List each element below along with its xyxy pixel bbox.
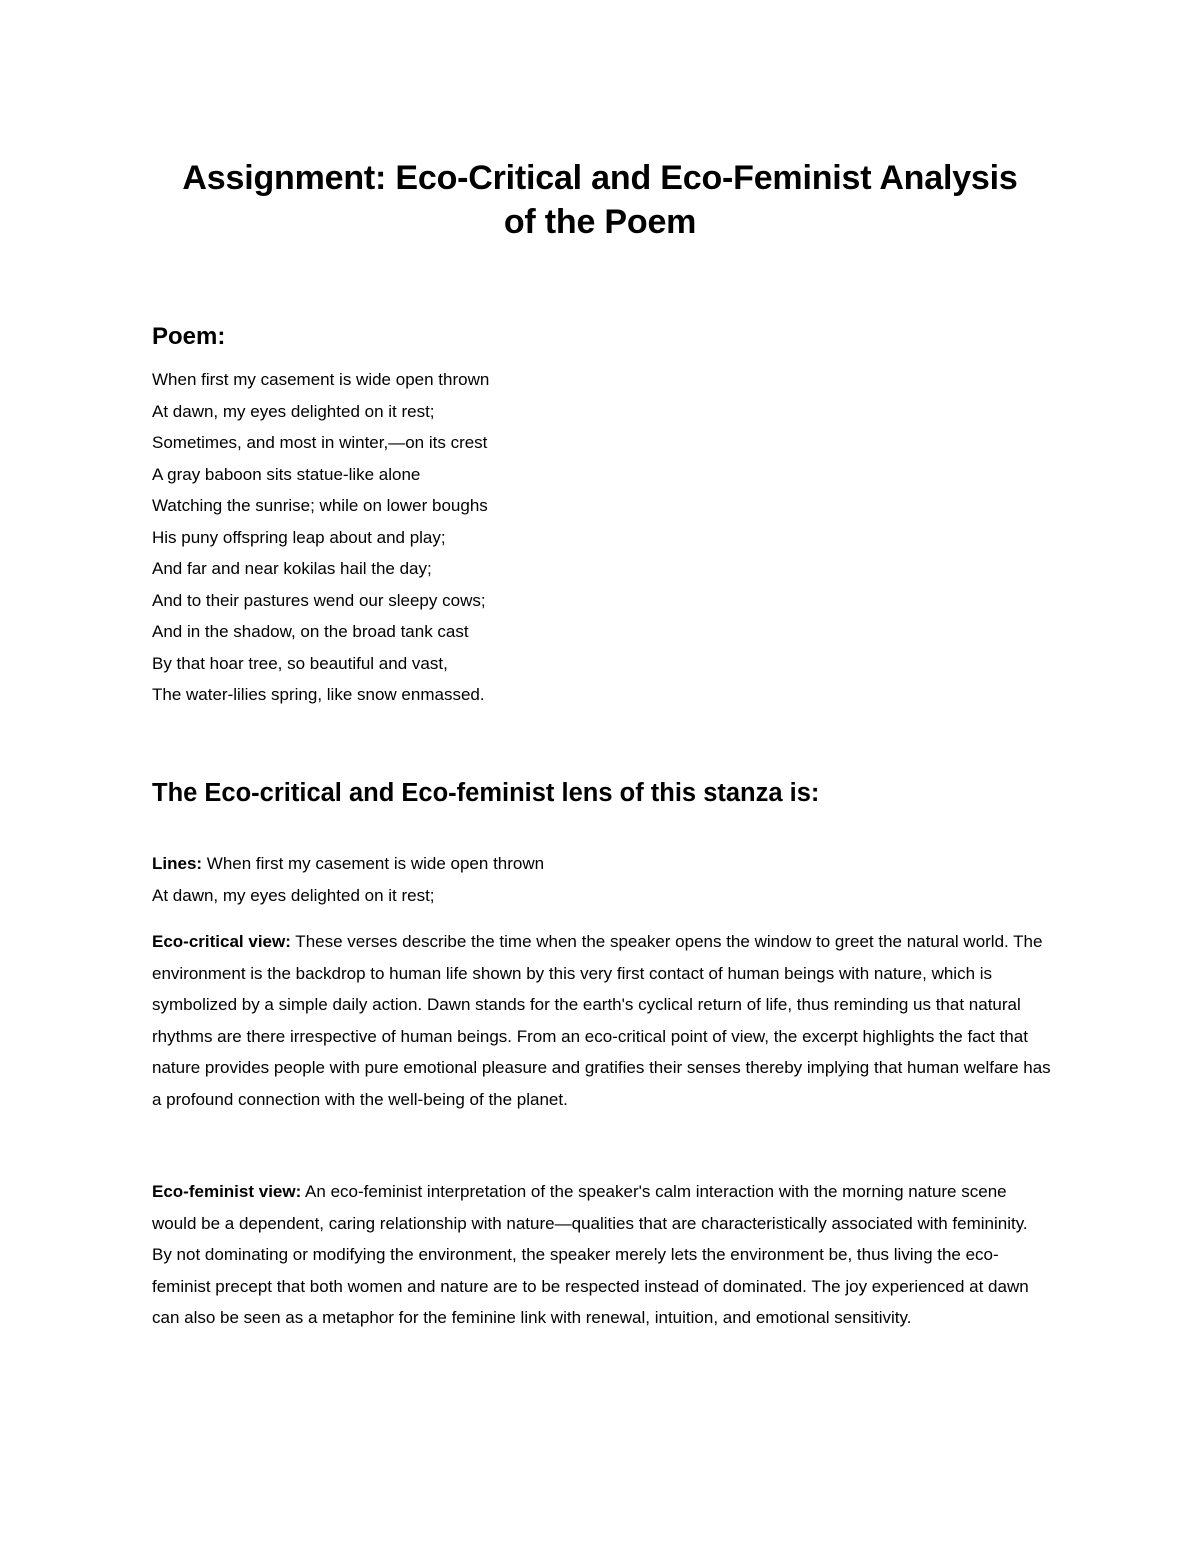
poem-line: Sometimes, and most in winter,—on its crest xyxy=(152,433,488,452)
poem-line: And far and near kokilas hail the day; xyxy=(152,559,432,578)
poem-line: Watching the sunrise; while on lower boughs xyxy=(152,496,488,515)
poem-line: By that hoar tree, so beautiful and vast, xyxy=(152,653,448,673)
poem-line: And to their pastures wend our sleepy cows; xyxy=(152,590,486,610)
poem-line: His puny offspring leap about and play; xyxy=(152,527,446,547)
eco-critical-text: These verses describe the time when the speaker opens the window to greet the natural world. The environment is the backdrop to human life shown by this very first contact of human beings with nature, which is symbolized by a simple daily action. Dawn stands for the earth's cyclical return of life, thus reminding us that natural rhythms are there irrespective of human beings. From an eco-critical point of view, the excerpt highlights the fact that nature provides people with pure emotional pleasure and gratifies their senses thereby implying that human welfare has a profound connection with the well-being of the planet. xyxy=(152,932,1051,1109)
document-title xyxy=(152,156,1048,244)
poem-line: A gray baboon sits statue-like alone xyxy=(152,464,421,484)
poem-line: The water-lilies spring, like snow enmassed. xyxy=(152,685,485,704)
eco-critical-paragraph xyxy=(152,926,1052,1115)
title-line-1: Assignment: Eco-Critical and Eco-Feminist Analysis xyxy=(182,159,1018,197)
poem-line: When first my casement is wide open thrown xyxy=(152,370,490,389)
quoted-line-2: At dawn, my eyes delighted on it rest; xyxy=(152,885,435,905)
eco-feminist-label: Eco-feminist view: xyxy=(152,1182,302,1201)
lines-label: Lines: xyxy=(152,854,203,873)
quoted-lines xyxy=(152,848,544,911)
eco-critical-label: Eco-critical view: xyxy=(152,932,291,951)
eco-feminist-paragraph xyxy=(152,1176,1052,1334)
poem-line: And in the shadow, on the broad tank cast xyxy=(152,622,469,641)
quoted-line-1: When first my casement is wide open thrown xyxy=(202,854,545,873)
eco-feminist-text: An eco-feminist interpretation of the speaker's calm interaction with the morning nature scene would be a dependent, caring relationship with nature—qualities that are characteristically associated with femininity. By not dominating or modifying the environment, the speaker merely lets the environment be, thus living the eco-feminist precept that both women and nature are to be respected instead of dominated. The joy experienced at dawn can also be seen as a metaphor for the feminine link with renewal, intuition, and emotional sensitivity. xyxy=(152,1182,1029,1327)
poem-heading: Poem: xyxy=(152,323,226,350)
title-line-2: of the Poem xyxy=(503,203,697,241)
analysis-heading: The Eco-critical and Eco-feminist lens of this stanza is: xyxy=(152,779,820,807)
poem-line: At dawn, my eyes delighted on it rest; xyxy=(152,401,435,421)
poem-lines xyxy=(152,364,489,711)
